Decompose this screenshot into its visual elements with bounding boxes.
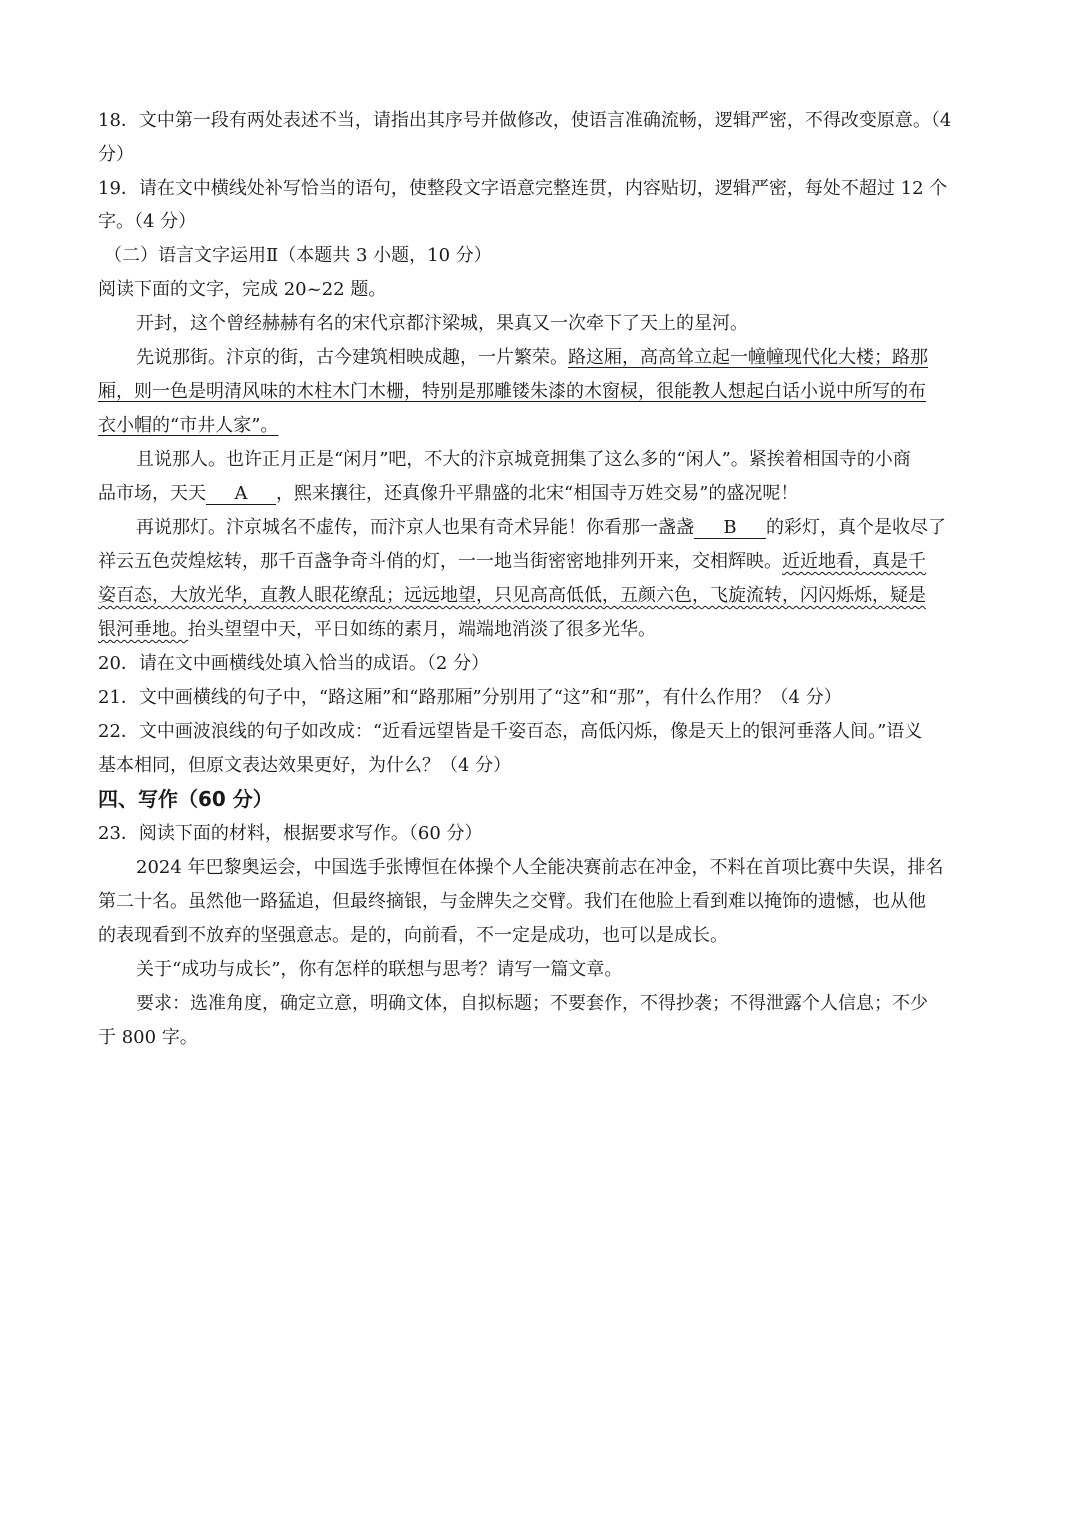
passage-text: 的彩灯，真个是收尽了 (766, 517, 946, 538)
underlined-sentence: 厢，则一色是明清风味的木柱木门木栅，特别是那雕镂朱漆的木窗棂，很能教人想起白话小说中所写的布 (98, 381, 926, 402)
wavy-underlined-sentence: 银河垂地。 (98, 619, 188, 640)
blank-a: A (206, 484, 276, 505)
wavy-underlined-sentence: 姿百态，大放光华，直教人眼花缭乱；远远地望，只见高高低低，五颜六色，飞旋流转，闪闪烁烁，疑是 (98, 585, 926, 606)
passage-paragraph-3-line-1: 且说那人。也许正月正是“闲月”吧，不大的汴京城竟拥集了这么多的“闲人”。紧挨着相国寺的小商 (136, 449, 911, 470)
underlined-sentence: 衣小帽的“市井人家”。 (98, 415, 279, 436)
question-18-line-2: 分） (98, 144, 134, 165)
passage-paragraph-4-line-3 (98, 583, 926, 609)
passage-paragraph-2-line-2 (98, 379, 926, 405)
question-20: 20．请在文中画横线处填入恰当的成语。（2 分） (98, 653, 490, 674)
passage-text: 先说那街。汴京的街，古今建筑相映成趣，一片繁荣。 (136, 347, 568, 368)
writing-prompt: 关于“成功与成长”，你有怎样的联想与思考？请写一篇文章。 (136, 959, 623, 980)
passage-paragraph-2-line-1 (136, 345, 928, 371)
passage-paragraph-4-line-4 (98, 617, 656, 643)
passage-paragraph-4-line-2 (98, 549, 926, 575)
material-line-1: 2024 年巴黎奥运会，中国选手张博恒在体操个人全能决赛前志在冲金，不料在首项比赛中失误，排名 (136, 857, 944, 878)
passage-text: 品市场，天天 (98, 483, 206, 504)
passage-paragraph-2-line-3 (98, 413, 278, 439)
question-22-line-2: 基本相同，但原文表达效果更好，为什么？（4 分） (98, 755, 512, 776)
passage-text: 祥云五色荧煌炫转，那千百盏争奇斗俏的灯，一一地当街密密地排列开来，交相辉映。 (98, 551, 782, 572)
underlined-sentence: 路这厢，高高耸立起一幢幢现代化大楼；路那 (568, 347, 928, 368)
requirements-line-2: 于 800 字。 (98, 1027, 198, 1048)
passage-text: 抬头望望中天，平日如练的素月，端端地消淡了很多光华。 (188, 619, 656, 640)
question-21: 21．文中画横线的句子中，“路这厢”和“路那厢”分别用了“这”和“那”，有什么作用？（4 分） (98, 687, 842, 708)
section-2-instruction: 阅读下面的文字，完成 20~22 题。 (98, 279, 387, 300)
requirements-line-1: 要求：选准角度，确定立意，明确文体，自拟标题；不要套作，不得抄袭；不得泄露个人信息；不少 (136, 993, 928, 1014)
wavy-underlined-sentence: 近近地看，真是千 (782, 551, 926, 572)
question-18-line-1: 18．文中第一段有两处表述不当，请指出其序号并做修改，使语言准确流畅，逻辑严密，不得改变原意。（4 (98, 110, 952, 131)
passage-text: ，熙来攘往，还真像升平鼎盛的北宋“相国寺万姓交易”的盛况呢！ (276, 483, 799, 504)
section-4-heading: 四、写作（60 分） (98, 787, 273, 811)
question-19-line-1: 19．请在文中横线处补写恰当的语句，使整段文字语意完整连贯，内容贴切，逻辑严密，每处不超过 12 个 (98, 178, 948, 199)
passage-paragraph-4-line-1 (136, 515, 946, 541)
material-line-2: 第二十名。虽然他一路猛追，但最终摘银，与金牌失之交臂。我们在他脸上看到难以掩饰的遗憾，也从他 (98, 891, 926, 912)
blank-b: B (694, 518, 766, 539)
passage-text: 再说那灯。汴京城名不虚传，而汴京人也果有奇术异能！你看那一盏盏 (136, 517, 694, 538)
question-22-line-1: 22．文中画波浪线的句子如改成：“近看远望皆是千姿百态，高低闪烁，像是天上的银河垂落人间。”语义 (98, 721, 923, 742)
material-line-3: 的表现看到不放弃的坚强意志。是的，向前看，不一定是成功，也可以是成长。 (98, 925, 728, 946)
section-2-heading: （二）语言文字运用Ⅱ（本题共 3 小题，10 分） (104, 245, 492, 266)
passage-paragraph-1: 开封，这个曾经赫赫有名的宋代京都汴梁城，果真又一次牵下了天上的星河。 (136, 313, 748, 334)
question-19-line-2: 字。（4 分） (98, 211, 197, 232)
passage-paragraph-3-line-2 (98, 481, 798, 507)
question-23: 23．阅读下面的材料，根据要求写作。（60 分） (98, 823, 483, 844)
